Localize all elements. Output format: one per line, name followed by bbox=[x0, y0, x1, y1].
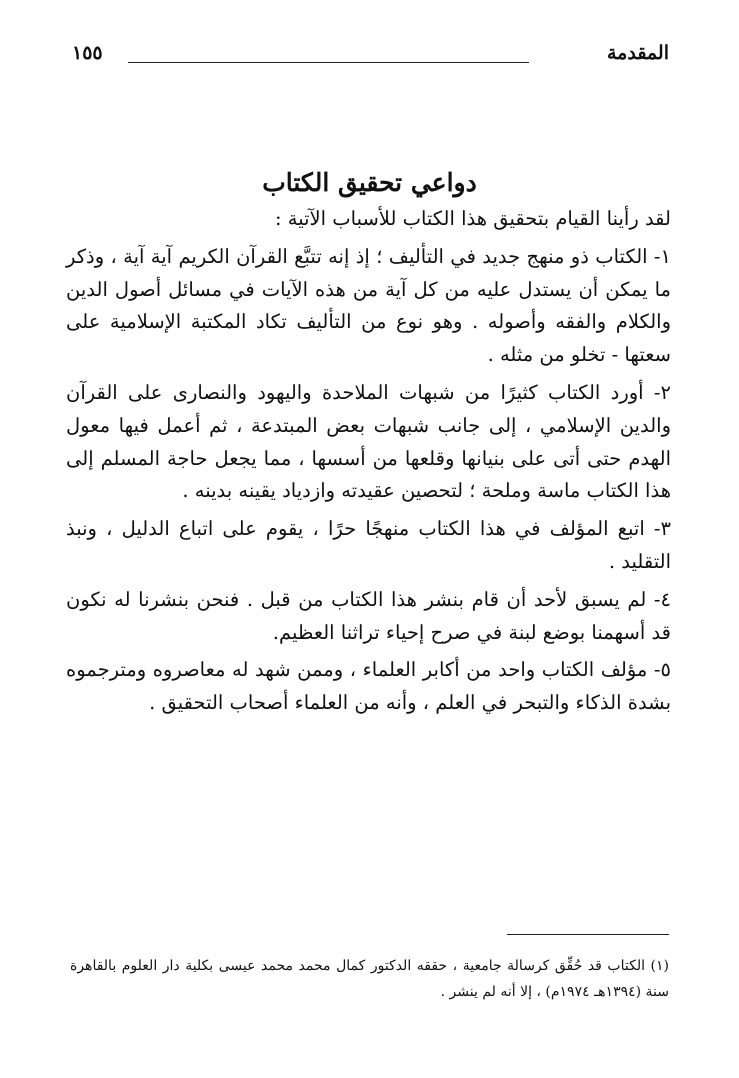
intro-paragraph: لقد رأينا القيام بتحقيق هذا الكتاب للأسباب الآتية : bbox=[275, 207, 671, 230]
section-title: دواعي تحقيق الكتاب bbox=[262, 168, 477, 197]
reason-paragraph-1: ١- الكتاب ذو منهج جديد في التأليف ؛ إذ إنه تتبَّع القرآن الكريم آية آية ، وذكر ما يمكن أن يستدل عليه من كل آية من هذه الآيات في مسائل أصول الدين والكلام والفقه وأصوله . وهو نوع من التأليف تكاد المكتبة الإسلامية على سعتها - تخلو من مثله . bbox=[66, 244, 671, 367]
footnote-separator bbox=[507, 934, 669, 935]
body-text bbox=[66, 203, 671, 720]
reason-paragraph-4: ٤- لم يسبق لأحد أن قام بنشر هذا الكتاب من قبل . فنحن بنشرنا له نكون قد أسهمنا بوضع لبنة في صرح إحياء تراثنا العظيم. bbox=[66, 587, 671, 644]
reason-paragraph-2: ٢- أورد الكتاب كثيرًا من شبهات الملاحدة واليهود والنصارى على القرآن والدين الإسلامي ، إلى جانب شبهات بعض المبتدعة ، ثم أعمل فيها معول الهدم حتى أتى على بنيانها وقلعها من أسسها ، مما يجعل حاجة المسلم إلى هذا الكتاب ماسة وملحة ؛ لتحصين عقيدته وازدياد يقينه بدينه . bbox=[66, 380, 671, 503]
reason-paragraph-3: ٣- اتبع المؤلف في هذا الكتاب منهجًا حرًا ، يقوم على اتباع الدليل ، ونبذ التقليد . bbox=[66, 517, 671, 573]
running-title: المقدمة bbox=[606, 42, 669, 64]
reason-paragraph-5: ٥- مؤلف الكتاب واحد من أكابر العلماء ، وممن شهد له معاصروه ومترجموه بشدة الذكاء والتبحر في العلم ، وأنه من العلماء أصحاب التحقيق . bbox=[66, 658, 671, 715]
footnote bbox=[70, 953, 669, 1005]
header-rule bbox=[128, 62, 529, 63]
page-number: ١٥٥ bbox=[72, 42, 103, 64]
footnote-text: (١) الكتاب قد حُقِّق كرسالة جامعية ، حققه الدكتور كمال محمد محمد عيسى بكلية دار العلوم بالقاهرة سنة (١٣٩٤هـ ١٩٧٤م) ، إلا أنه لم ينشر . bbox=[70, 958, 669, 1000]
page-header bbox=[70, 40, 669, 70]
